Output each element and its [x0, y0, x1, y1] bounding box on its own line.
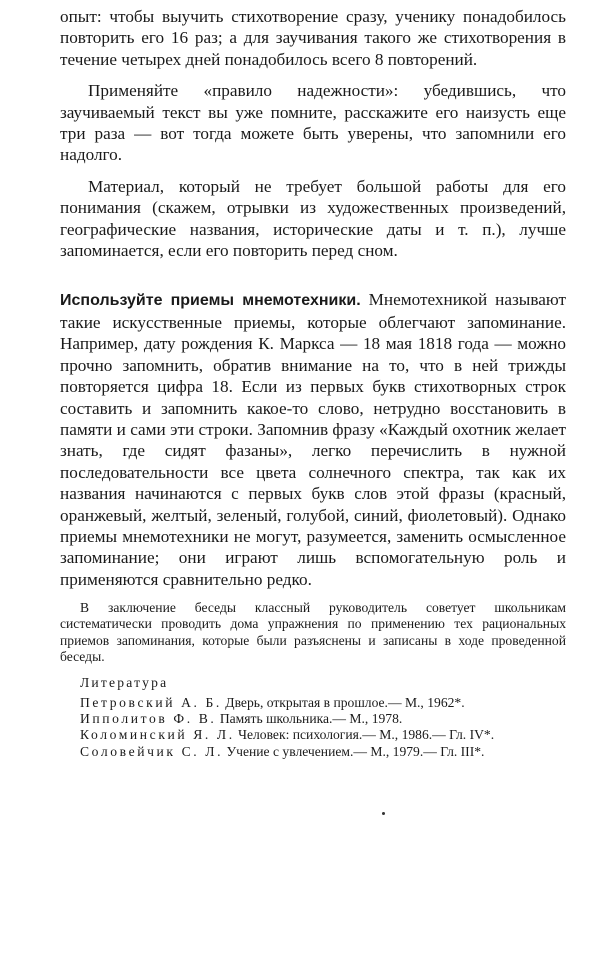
literature-item: [80, 711, 566, 727]
ref-text: Учение с увлечением.— М., 1979.— Гл. III*.: [223, 743, 485, 759]
mnemonics-heading: Используйте приемы мнемотехники.: [60, 292, 361, 310]
ref-text: Память школьника.— М., 1978.: [216, 711, 403, 727]
literature-item: [80, 695, 566, 711]
ref-author: Коломинский Я. Л.: [80, 727, 235, 743]
ref-author: Ипполитов Ф. В.: [80, 711, 217, 727]
paragraph-mnemonics: [60, 289, 566, 590]
literature-title: Литература: [80, 674, 169, 690]
paragraph-reliability-rule: Применяйте «правило надежности»: убедившись, что заучиваемый текст вы уже помните, расскажите его наизусть еще три раза — вот тогда можете быть уверены, что запомнили его надолго.: [60, 81, 566, 165]
literature-list: [60, 695, 566, 760]
literature-item: [80, 727, 566, 743]
paragraph-1: опыт: чтобы выучить стихотворение сразу, ученику понадобилось повторить его 16 раз; а для заучивания такого же стихотворения в течение четырех дней понадобилось всего 8 повторений.: [60, 7, 566, 69]
literature-item: [80, 744, 566, 760]
ref-text: Человек: психология.— М., 1986.— Гл. IV*.: [234, 727, 495, 743]
page-body: [60, 6, 566, 760]
print-speck: [382, 812, 385, 815]
ref-author: Петровский А. Б.: [80, 694, 222, 710]
ref-text: Дверь, открытая в прошлое.— М., 1962*.: [221, 694, 465, 710]
paragraph-before-sleep: Материал, который не требует большой работы для его понимания (скажем, отрывки из художественных произведений, географические названия, исторические даты и т. п.), лучше запоминается, если его повторить перед сном.: [60, 176, 566, 261]
conclusion-paragraph: В заключение беседы классный руководитель советует школьникам систематически проводить дома упражнения по применению тех рациональных приемов запоминания, которые были разъяснены и записаны в ходе проведенной беседы.: [60, 600, 566, 664]
mnemonics-body: Мнемотехникой называют такие искусственные приемы, которые облегчают запоминание. Например, дату рождения К. Маркса — 18 мая 1818 года — можно прочно запомнить, обратив внимание на то, что в ней трижды повторяется цифра 18. Если из первых букв стихотворных строк составить и запомнить какое-то слово, нетрудно восстановить в памяти и сами эти строки. Запомнив фразу «Каждый охотник желает знать, где сидят фазаны», легко перечислить в нужной последовательности все цвета солнечного спектра, так как их названия начинаются с первых букв слов этой фразы (красный, оранжевый, желтый, зеленый, голубой, синий, фиолетовый). Однако приемы мнемотехники не могут, разумеется, заменить осмысленное запоминание; они играют лишь вспомогательную роль и применяются сравнительно редко.: [60, 290, 566, 589]
ref-author: Соловейчик С. Л.: [80, 743, 224, 759]
